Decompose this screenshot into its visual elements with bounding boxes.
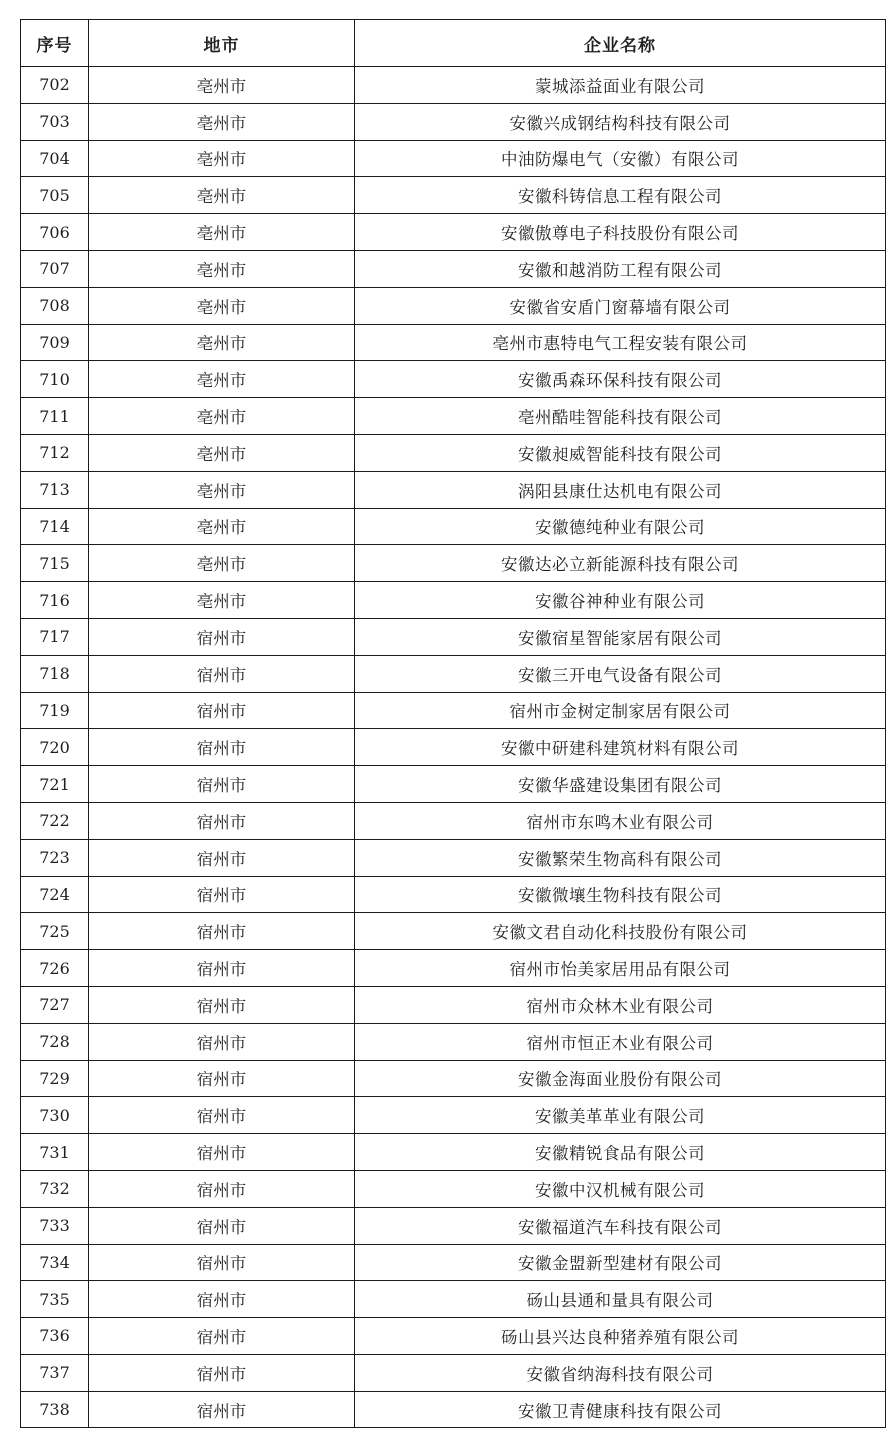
row-seq: 736 bbox=[21, 1318, 89, 1355]
row-seq: 712 bbox=[21, 434, 89, 471]
row-seq: 708 bbox=[21, 287, 89, 324]
row-city: 亳州市 bbox=[89, 214, 355, 251]
table-row bbox=[21, 250, 886, 287]
row-company-name: 安徽谷神种业有限公司 bbox=[355, 582, 886, 619]
row-seq: 733 bbox=[21, 1207, 89, 1244]
table-row bbox=[21, 398, 886, 435]
row-city: 宿州市 bbox=[89, 692, 355, 729]
row-city: 亳州市 bbox=[89, 103, 355, 140]
row-company-name: 安徽三开电气设备有限公司 bbox=[355, 655, 886, 692]
row-company-name: 安徽科铸信息工程有限公司 bbox=[355, 177, 886, 214]
row-city: 宿州市 bbox=[89, 1318, 355, 1355]
table-row bbox=[21, 618, 886, 655]
row-city: 宿州市 bbox=[89, 839, 355, 876]
row-company-name: 安徽微壤生物科技有限公司 bbox=[355, 876, 886, 913]
table-row bbox=[21, 692, 886, 729]
row-seq: 727 bbox=[21, 986, 89, 1023]
row-city: 宿州市 bbox=[89, 655, 355, 692]
table-row bbox=[21, 214, 886, 251]
row-seq: 713 bbox=[21, 471, 89, 508]
row-city: 宿州市 bbox=[89, 802, 355, 839]
enterprise-table bbox=[20, 19, 886, 1428]
row-city: 亳州市 bbox=[89, 471, 355, 508]
table-row bbox=[21, 1023, 886, 1060]
row-company-name: 安徽华盛建设集团有限公司 bbox=[355, 766, 886, 803]
table-row bbox=[21, 1170, 886, 1207]
row-city: 宿州市 bbox=[89, 729, 355, 766]
row-company-name: 安徽禹森环保科技有限公司 bbox=[355, 361, 886, 398]
row-seq: 737 bbox=[21, 1354, 89, 1391]
row-seq: 714 bbox=[21, 508, 89, 545]
header-city: 地市 bbox=[89, 20, 355, 67]
row-seq: 702 bbox=[21, 67, 89, 104]
row-company-name: 蒙城添益面业有限公司 bbox=[355, 67, 886, 104]
row-company-name: 涡阳县康仕达机电有限公司 bbox=[355, 471, 886, 508]
row-seq: 730 bbox=[21, 1097, 89, 1134]
row-city: 宿州市 bbox=[89, 618, 355, 655]
table-row bbox=[21, 434, 886, 471]
row-company-name: 安徽达必立新能源科技有限公司 bbox=[355, 545, 886, 582]
row-company-name: 安徽兴成钢结构科技有限公司 bbox=[355, 103, 886, 140]
row-company-name: 安徽德纯种业有限公司 bbox=[355, 508, 886, 545]
row-seq: 738 bbox=[21, 1391, 89, 1428]
table-row bbox=[21, 140, 886, 177]
row-seq: 725 bbox=[21, 913, 89, 950]
row-seq: 719 bbox=[21, 692, 89, 729]
row-seq: 717 bbox=[21, 618, 89, 655]
row-company-name: 中油防爆电气（安徽）有限公司 bbox=[355, 140, 886, 177]
row-company-name: 安徽金海面业股份有限公司 bbox=[355, 1060, 886, 1097]
row-city: 宿州市 bbox=[89, 913, 355, 950]
table-row bbox=[21, 177, 886, 214]
row-city: 亳州市 bbox=[89, 398, 355, 435]
row-company-name: 安徽中研建科建筑材料有限公司 bbox=[355, 729, 886, 766]
table-row bbox=[21, 802, 886, 839]
row-company-name: 安徽文君自动化科技股份有限公司 bbox=[355, 913, 886, 950]
row-company-name: 安徽美革革业有限公司 bbox=[355, 1097, 886, 1134]
row-seq: 720 bbox=[21, 729, 89, 766]
row-company-name: 安徽和越消防工程有限公司 bbox=[355, 250, 886, 287]
document-sheet bbox=[20, 19, 885, 1421]
row-seq: 703 bbox=[21, 103, 89, 140]
header-row bbox=[21, 20, 886, 67]
table-row bbox=[21, 1391, 886, 1428]
table-row bbox=[21, 508, 886, 545]
row-city: 宿州市 bbox=[89, 1134, 355, 1171]
row-city: 亳州市 bbox=[89, 177, 355, 214]
table-row bbox=[21, 361, 886, 398]
row-seq: 728 bbox=[21, 1023, 89, 1060]
row-seq: 715 bbox=[21, 545, 89, 582]
row-seq: 723 bbox=[21, 839, 89, 876]
row-city: 宿州市 bbox=[89, 986, 355, 1023]
row-company-name: 安徽昶威智能科技有限公司 bbox=[355, 434, 886, 471]
row-company-name: 亳州酷哇智能科技有限公司 bbox=[355, 398, 886, 435]
row-company-name: 宿州市东鸣木业有限公司 bbox=[355, 802, 886, 839]
row-seq: 721 bbox=[21, 766, 89, 803]
row-company-name: 安徽福道汽车科技有限公司 bbox=[355, 1207, 886, 1244]
table-row bbox=[21, 1354, 886, 1391]
row-company-name: 宿州市众林木业有限公司 bbox=[355, 986, 886, 1023]
row-company-name: 砀山县通和量具有限公司 bbox=[355, 1281, 886, 1318]
row-city: 亳州市 bbox=[89, 545, 355, 582]
row-seq: 718 bbox=[21, 655, 89, 692]
table-row bbox=[21, 876, 886, 913]
row-city: 宿州市 bbox=[89, 766, 355, 803]
row-seq: 735 bbox=[21, 1281, 89, 1318]
row-city: 宿州市 bbox=[89, 950, 355, 987]
row-city: 宿州市 bbox=[89, 1281, 355, 1318]
table-body bbox=[21, 67, 886, 1428]
row-seq: 724 bbox=[21, 876, 89, 913]
table-row bbox=[21, 324, 886, 361]
row-city: 宿州市 bbox=[89, 1097, 355, 1134]
table-row bbox=[21, 1281, 886, 1318]
table-row bbox=[21, 287, 886, 324]
table-row bbox=[21, 839, 886, 876]
row-company-name: 安徽繁荣生物高科有限公司 bbox=[355, 839, 886, 876]
row-seq: 729 bbox=[21, 1060, 89, 1097]
row-company-name: 宿州市怡美家居用品有限公司 bbox=[355, 950, 886, 987]
row-company-name: 安徽卫青健康科技有限公司 bbox=[355, 1391, 886, 1428]
table-row bbox=[21, 766, 886, 803]
table-header bbox=[21, 20, 886, 67]
table-row bbox=[21, 1318, 886, 1355]
table-row bbox=[21, 655, 886, 692]
row-city: 亳州市 bbox=[89, 361, 355, 398]
row-company-name: 宿州市金树定制家居有限公司 bbox=[355, 692, 886, 729]
row-company-name: 安徽精锐食品有限公司 bbox=[355, 1134, 886, 1171]
row-company-name: 安徽宿星智能家居有限公司 bbox=[355, 618, 886, 655]
row-city: 亳州市 bbox=[89, 67, 355, 104]
table-row bbox=[21, 913, 886, 950]
row-seq: 711 bbox=[21, 398, 89, 435]
table-row bbox=[21, 545, 886, 582]
row-seq: 716 bbox=[21, 582, 89, 619]
table-row bbox=[21, 1244, 886, 1281]
row-company-name: 安徽中汉机械有限公司 bbox=[355, 1170, 886, 1207]
row-company-name: 砀山县兴达良种猪养殖有限公司 bbox=[355, 1318, 886, 1355]
row-city: 亳州市 bbox=[89, 250, 355, 287]
row-company-name: 安徽省安盾门窗幕墙有限公司 bbox=[355, 287, 886, 324]
row-city: 宿州市 bbox=[89, 1023, 355, 1060]
header-name: 企业名称 bbox=[355, 20, 886, 67]
row-seq: 704 bbox=[21, 140, 89, 177]
row-city: 宿州市 bbox=[89, 1060, 355, 1097]
table-row bbox=[21, 471, 886, 508]
table-row bbox=[21, 1134, 886, 1171]
row-seq: 707 bbox=[21, 250, 89, 287]
table-row bbox=[21, 67, 886, 104]
row-seq: 706 bbox=[21, 214, 89, 251]
row-seq: 722 bbox=[21, 802, 89, 839]
row-city: 宿州市 bbox=[89, 1354, 355, 1391]
table-row bbox=[21, 103, 886, 140]
table-row bbox=[21, 1207, 886, 1244]
row-seq: 705 bbox=[21, 177, 89, 214]
row-company-name: 宿州市恒正木业有限公司 bbox=[355, 1023, 886, 1060]
row-city: 宿州市 bbox=[89, 1207, 355, 1244]
row-seq: 710 bbox=[21, 361, 89, 398]
row-city: 宿州市 bbox=[89, 1244, 355, 1281]
table-row bbox=[21, 1097, 886, 1134]
row-company-name: 安徽傲尊电子科技股份有限公司 bbox=[355, 214, 886, 251]
row-city: 宿州市 bbox=[89, 1170, 355, 1207]
row-company-name: 安徽省纳海科技有限公司 bbox=[355, 1354, 886, 1391]
row-city: 亳州市 bbox=[89, 434, 355, 471]
row-city: 宿州市 bbox=[89, 876, 355, 913]
row-city: 亳州市 bbox=[89, 324, 355, 361]
row-seq: 726 bbox=[21, 950, 89, 987]
row-seq: 732 bbox=[21, 1170, 89, 1207]
table-row bbox=[21, 986, 886, 1023]
row-city: 亳州市 bbox=[89, 287, 355, 324]
table-row bbox=[21, 1060, 886, 1097]
row-company-name: 安徽金盟新型建材有限公司 bbox=[355, 1244, 886, 1281]
row-seq: 731 bbox=[21, 1134, 89, 1171]
table-row bbox=[21, 582, 886, 619]
row-seq: 734 bbox=[21, 1244, 89, 1281]
row-city: 亳州市 bbox=[89, 140, 355, 177]
row-city: 宿州市 bbox=[89, 1391, 355, 1428]
header-seq: 序号 bbox=[21, 20, 89, 67]
row-company-name: 亳州市惠特电气工程安装有限公司 bbox=[355, 324, 886, 361]
row-city: 亳州市 bbox=[89, 582, 355, 619]
table-row bbox=[21, 950, 886, 987]
table-row bbox=[21, 729, 886, 766]
row-seq: 709 bbox=[21, 324, 89, 361]
row-city: 亳州市 bbox=[89, 508, 355, 545]
